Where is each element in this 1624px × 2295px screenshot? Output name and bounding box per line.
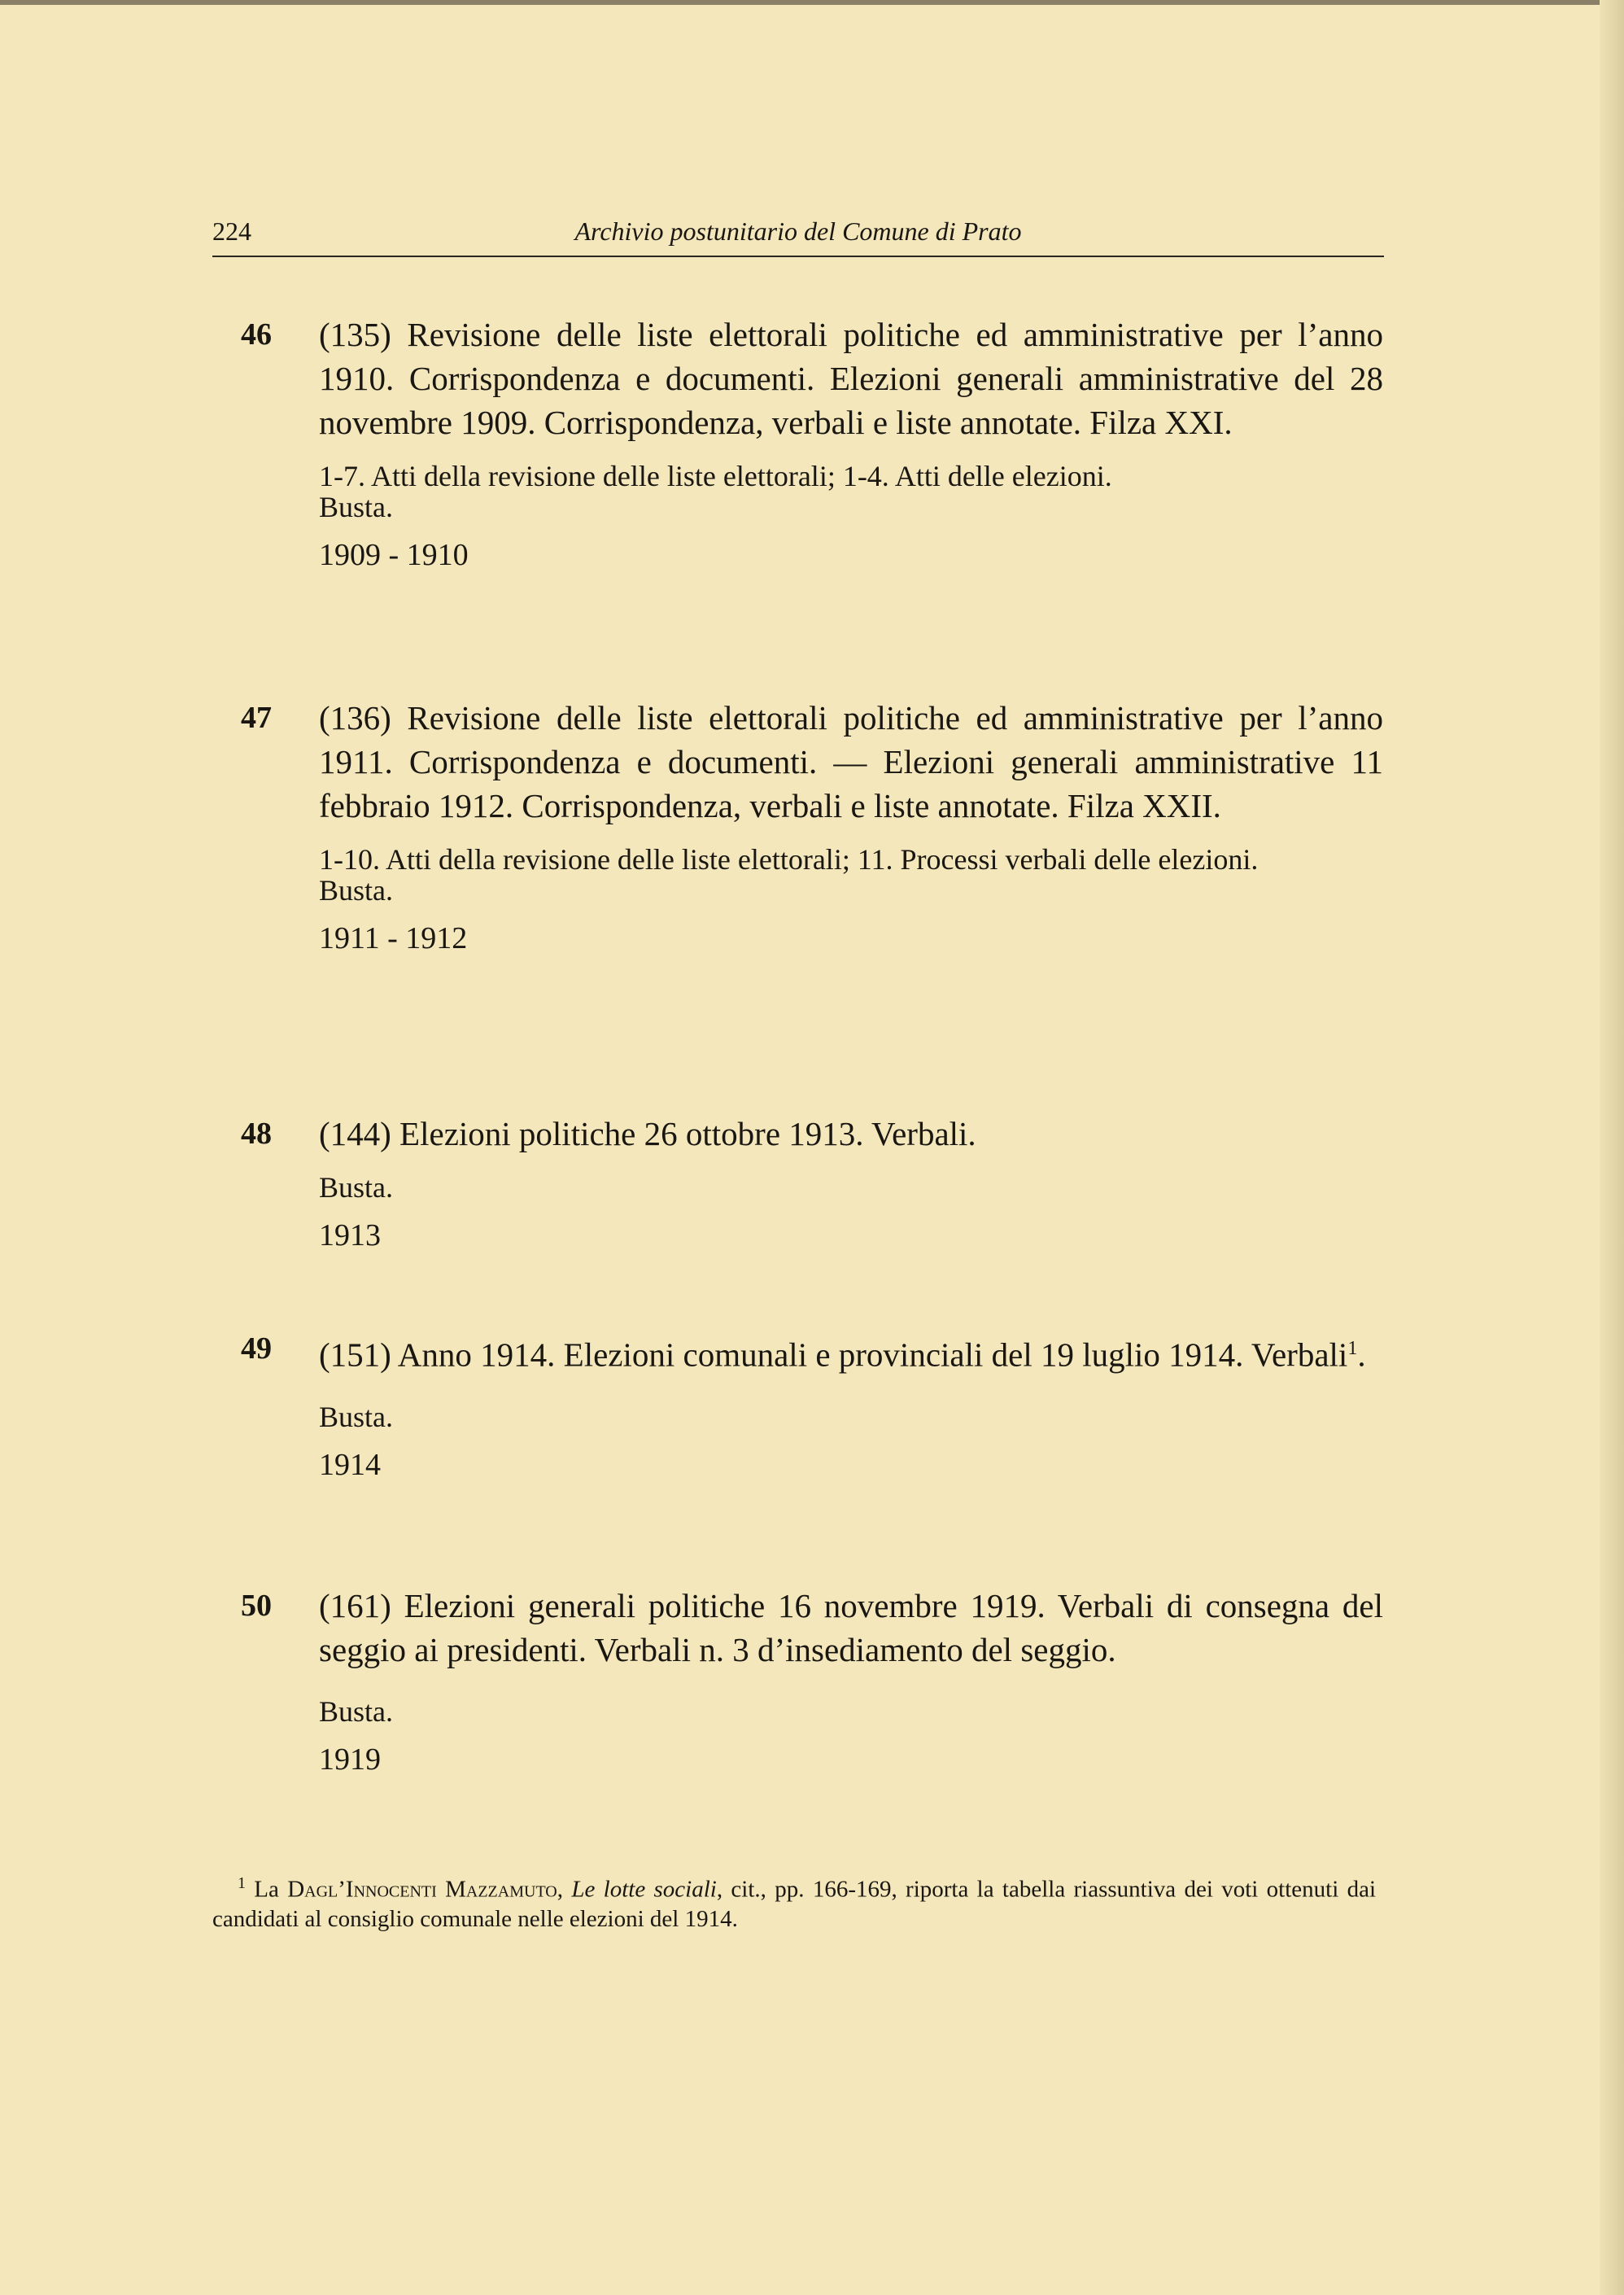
entry-number: 47 (241, 701, 272, 735)
entry-text-end: . (1357, 1335, 1366, 1374)
entry-container: Busta. (319, 491, 394, 523)
entry-contents: 1-7. Atti della revisione delle liste elettorali; 1-4. Atti delle elezioni. (319, 460, 1112, 492)
footnote-author: Dagl’Innocenti Mazzamuto (287, 1876, 557, 1903)
footnote-title: Le lotte sociali (571, 1876, 717, 1903)
entry-container: Busta. (319, 1171, 394, 1204)
entry-description: (144) Elezioni politiche 26 ottobre 1913. Verbali. (319, 1115, 976, 1152)
entry-dates: 1913 (319, 1218, 381, 1252)
footnote-pre: La (254, 1876, 288, 1903)
entry-49 (241, 1327, 1383, 1483)
running-title: Archivio postunitario del Comune di Prato (574, 216, 1022, 246)
footnote-sep: , (557, 1876, 572, 1903)
entry-contents: 1-10. Atti della revisione delle liste elettorali; 11. Processi verbali delle elezioni. (319, 843, 1259, 876)
footnote-marker: 1 (237, 1874, 246, 1892)
footnote (212, 1869, 1376, 1934)
entry-dates: 1919 (319, 1742, 381, 1777)
entry-dates: 1909 - 1910 (319, 538, 469, 572)
page-edge (0, 0, 1624, 5)
entry-container: Busta. (319, 1695, 394, 1728)
entry-number: 50 (241, 1589, 272, 1623)
entry-description (319, 1327, 1383, 1377)
page-gutter (1600, 0, 1624, 2295)
entry-container: Busta. (319, 874, 394, 907)
entry-48 (241, 1112, 1383, 1253)
footnote-ref[interactable]: 1 (1347, 1338, 1358, 1359)
entry-46 (241, 313, 1383, 573)
entry-number: 49 (241, 1331, 272, 1366)
entry-dates: 1914 (319, 1447, 381, 1482)
entry-number: 48 (241, 1117, 272, 1151)
running-header (212, 213, 1384, 257)
entry-description: (161) Elezioni generali politiche 16 novembre 1919. Verbali di consegna del seggio ai presidenti. Verbali n. 3 d’insediamento del seggio. (319, 1587, 1383, 1668)
page-number: 224 (212, 216, 251, 246)
entry-description: (136) Revisione delle liste elettorali politiche ed amministrative per l’anno 1911. Corrispondenza e documenti. — Elezioni generali amministrative 11 febbraio 1912. Corrispondenza, verbali e liste annotate. Filza XXII. (319, 699, 1383, 824)
entry-container: Busta. (319, 1400, 394, 1433)
footnote-post: , cit., pp. 166-169, riporta la tabella riassuntiva dei voti ottenuti dai candidati al consiglio comunale nelle elezioni del 1914. (212, 1876, 1377, 1932)
entry-number: 46 (241, 317, 272, 352)
entry-text: (151) Anno 1914. Elezioni comunali e provinciali del 19 luglio 1914. Verbali (319, 1335, 1348, 1374)
entry-description: (135) Revisione delle liste elettorali politiche ed amministrative per l’anno 1910. Corrispondenza e documenti. Elezioni generali amministrative del 28 novembre 1909. Corrispondenza, verbali e liste annotate. Filza XXI. (319, 316, 1383, 441)
entry-dates: 1911 - 1912 (319, 921, 468, 955)
entry-50 (241, 1584, 1383, 1777)
entry-47 (241, 696, 1383, 956)
